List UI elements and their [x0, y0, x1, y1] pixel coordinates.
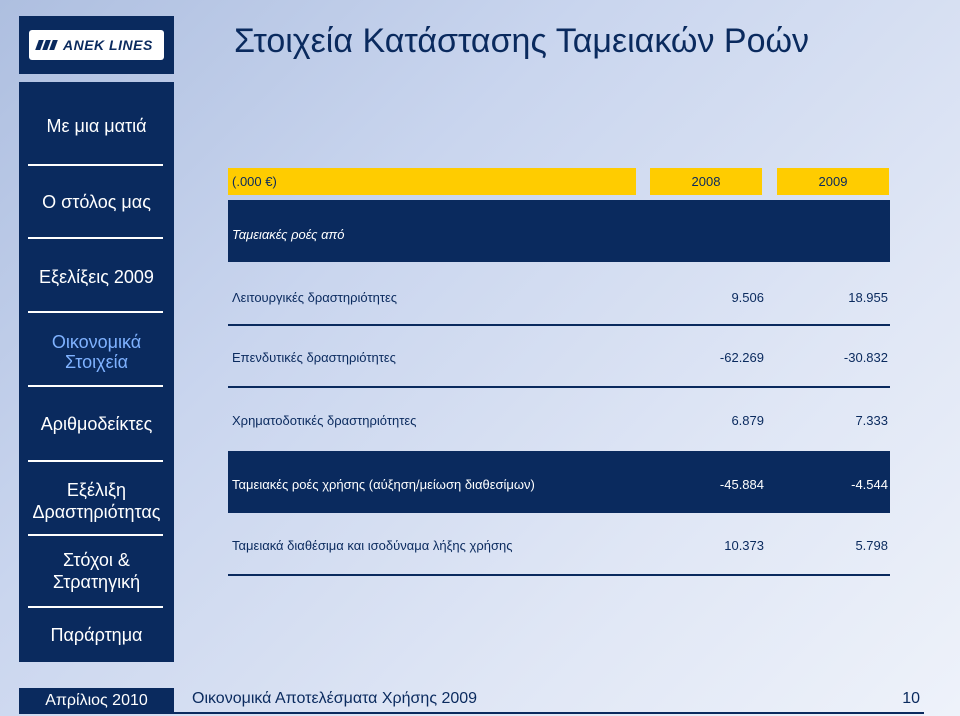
sidebar-divider [28, 385, 163, 387]
table-row-label: Επενδυτικές δραστηριότητες [232, 350, 396, 365]
table-row-value-2008: 6.879 [731, 413, 764, 428]
footer-divider [19, 712, 924, 714]
footer-date: Απρίλιος 2010 [19, 688, 174, 714]
table-row-value-2009: 7.333 [855, 413, 888, 428]
sidebar-item-developments[interactable]: Εξελίξεις 2009 [39, 267, 154, 287]
table-row-label: Χρηματοδοτικές δραστηριότητες [232, 413, 417, 428]
sidebar-item-appendix[interactable]: Παράρτημα [50, 625, 143, 645]
sidebar-item-strategy[interactable]: Στόχοι & Στρατηγική [52, 550, 141, 592]
table-row-label: Λειτουργικές δραστηριότητες [232, 290, 398, 305]
section-label: Ταμειακές ροές από [232, 227, 345, 242]
page-number: 10 [902, 690, 920, 707]
table-row-value-2009: -30.832 [843, 350, 888, 365]
sidebar-item-financials[interactable]: Οικονομικά Στοιχεία [51, 332, 142, 372]
table-row-value-2008: 9.506 [731, 290, 764, 305]
sidebar-divider [28, 534, 163, 536]
sidebar-divider [28, 311, 163, 313]
table-row-label: Ταμειακές ροές χρήσης (αύξηση/μείωση διαθεσίμων) [232, 477, 535, 492]
sidebar-divider [28, 164, 163, 166]
sidebar-divider [28, 460, 163, 462]
table-row-value-2009: 5.798 [855, 538, 888, 553]
page-title: Στοιχεία Κατάστασης Ταμειακών Ροών [234, 22, 810, 60]
table-header-unit: (.000 €) [228, 168, 636, 195]
sidebar-divider [28, 237, 163, 239]
sidebar-divider [28, 606, 163, 608]
table-row-value-2008: 10.373 [724, 538, 764, 553]
table-row-divider [228, 574, 890, 576]
table-row-value-2008: -62.269 [719, 350, 764, 365]
anek-logo-icon [35, 37, 63, 53]
table-header-2009: 2009 [777, 168, 889, 195]
table-row-value-2009: 18.955 [848, 290, 888, 305]
table-row-label: Ταμειακά διαθέσιμα και ισοδύναμα λήξης χρήσης [232, 538, 513, 553]
logo-text: ANEK LINES [63, 37, 153, 53]
table-row-value-2009: -4.544 [851, 477, 888, 492]
logo-panel [19, 16, 174, 74]
table-row-divider [228, 324, 890, 326]
table-row-divider [228, 386, 890, 388]
footer-title: Οικονομικά Αποτελέσματα Χρήσης 2009 [192, 690, 478, 707]
sidebar-item-overview[interactable]: Με μια ματιά [46, 116, 147, 136]
table-row-value-2008: -45.884 [719, 477, 764, 492]
table-header-2008: 2008 [650, 168, 762, 195]
sidebar-item-activity[interactable]: Εξέλιξη Δραστηριότητας [32, 480, 161, 522]
sidebar-item-ratios[interactable]: Αριθμοδείκτες [40, 414, 153, 434]
logo [29, 30, 164, 60]
sidebar-item-fleet[interactable]: Ο στόλος μας [42, 192, 151, 212]
